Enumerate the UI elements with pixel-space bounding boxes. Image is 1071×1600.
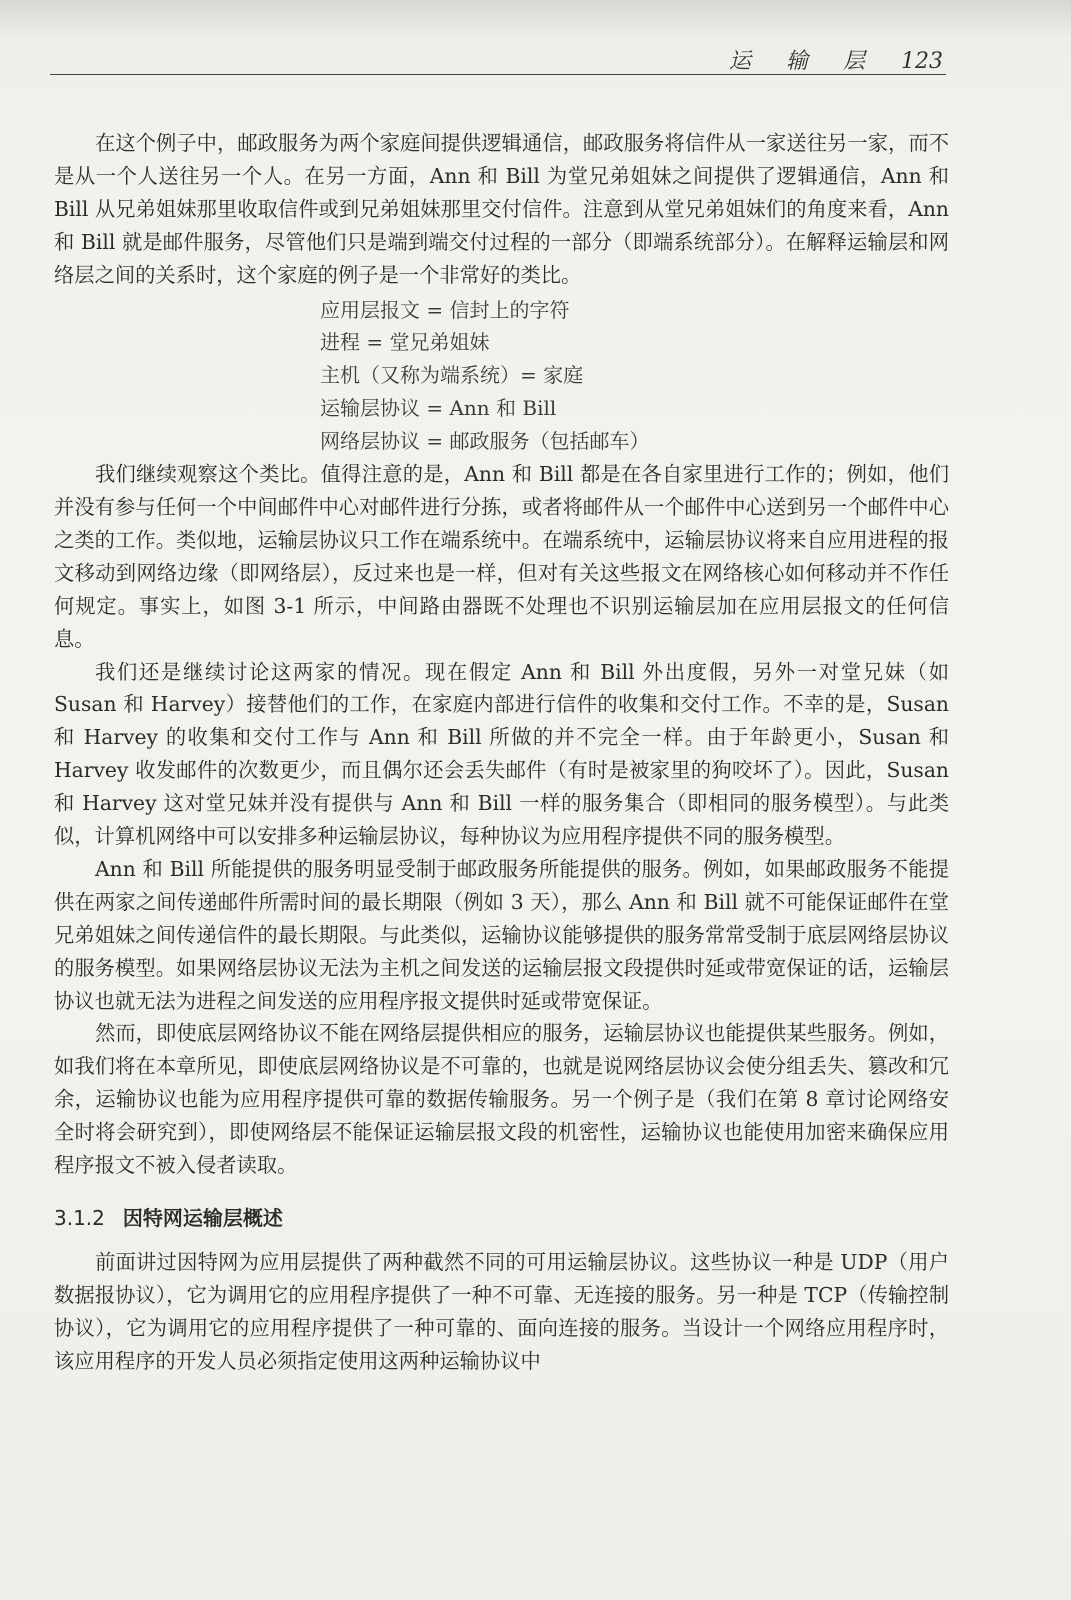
page-number: 123 bbox=[901, 49, 943, 74]
analogy-item: 进程 = 堂兄弟姐妹 bbox=[320, 330, 490, 355]
paragraph-family-analogy-intro: 在这个例子中，邮政服务为两个家庭间提供逻辑通信，邮政服务将信件从一家送往另一家，而不是从一个人送往另一个人。在另一方面，Ann 和 Bill 为堂兄弟姐妹之间提供了逻辑通信，Ann 和 Bill 从兄弟姐妹那里收取信件或到兄弟姐妹那里交付信件。注意到从堂兄弟姐妹们的角度来看，Ann 和 Bill 就是邮件服务，尽管他们只是端到端交付过程的一部分（即端系统部分）。在解释运输层和网络层之间的关系时，这个家庭的例子是一个非常好的类比。 bbox=[54, 131, 949, 287]
paragraph-extra-services: 然而，即使底层网络协议不能在网络层提供相应的服务，运输层协议也能提供某些服务。例如，如我们将在本章所见，即使底层网络协议是不可靠的，也就是说网络层协议会使分组丢失、篡改和冗余，运输协议也能为应用程序提供可靠的数据传输服务。另一个例子是（我们在第 8 章讨论网络安全时将会研究到），即使网络层不能保证运输层报文段的机密性，运输协议也能使用加密来确保应用程序报文不被入侵者读取。 bbox=[54, 1021, 949, 1178]
paragraph-udp-tcp: 前面讲过因特网为应用层提供了两种截然不同的可用运输层协议。这些协议一种是 UDP（用户数据报协议），它为调用它的应用程序提供了一种不可靠、无连接的服务。另一种是 TCP（传输控制协议），它为调用它的应用程序提供了一种可靠的、面向连接的服务。当设计一个网络应用程序时，该应用程序的开发人员必须指定使用这两种运输协议中 bbox=[54, 1250, 949, 1373]
chapter-title: 运 输 层 bbox=[729, 49, 879, 74]
section-title: 因特网运输层概述 bbox=[122, 1206, 283, 1230]
analogy-item: 运输层协议 = Ann 和 Bill bbox=[320, 396, 557, 421]
analogy-list bbox=[320, 294, 949, 459]
paragraph-constraints: Ann 和 Bill 所能提供的服务明显受制于邮政服务所能提供的服务。例如，如果邮政服务不能提供在两家之间传递邮件所需时间的最长期限（例如 3 天），那么 Ann 和 Bill 就不可能保证邮件在堂兄弟姐妹之间传递信件的最长期限。与此类似，运输协议能够提供的服务常常受制于底层网络层协议的服务模型。如果网络层协议无法为主机之间发送的运输层报文段提供时延或带宽保证的话，运输层协议也就无法为进程之间发送的应用程序报文提供时延或带宽保证。 bbox=[54, 856, 949, 1013]
page-top-shadow bbox=[0, 0, 1071, 38]
header-rule bbox=[50, 74, 946, 75]
running-head bbox=[729, 44, 943, 75]
analogy-item: 网络层协议 = 邮政服务（包括邮车） bbox=[320, 429, 650, 454]
page-body bbox=[54, 127, 949, 1378]
section-heading bbox=[54, 1202, 949, 1234]
analogy-item: 主机（又称为端系统）= 家庭 bbox=[320, 363, 584, 388]
section-number: 3.1.2 bbox=[54, 1206, 105, 1230]
paragraph-service-models: 我们还是继续讨论这两家的情况。现在假定 Ann 和 Bill 外出度假，另外一对堂兄妹（如 Susan 和 Harvey）接替他们的工作，在家庭内部进行信件的收集和交付工作。不幸的是，Susan 和 Harvey 的收集和交付工作与 Ann 和 Bill 所做的并不完全一样。由于年龄更小，Susan 和 Harvey 收发邮件的次数更少，而且偶尔还会丢失邮件（有时是被家里的狗咬坏了）。因此，Susan 和 Harvey 这对堂兄妹并没有提供与 Ann 和 Bill 一样的服务集合（即相同的服务模型）。与此类似，计算机网络中可以安排多种运输层协议，每种协议为应用程序提供不同的服务模型。 bbox=[54, 659, 949, 849]
paragraph-end-systems: 我们继续观察这个类比。值得注意的是，Ann 和 Bill 都是在各自家里进行工作的；例如，他们并没有参与任何一个中间邮件中心对邮件进行分拣，或者将邮件从一个邮件中心送到另一个邮件中心之类的工作。类似地，运输层协议只工作在端系统中。在端系统中，运输层协议将来自应用进程的报文移动到网络边缘（即网络层），反过来也是一样，但对有关这些报文在网络核心如何移动并不作任何规定。事实上，如图 3-1 所示，中间路由器既不处理也不识别运输层加在应用层报文的任何信息。 bbox=[54, 462, 949, 651]
analogy-item: 应用层报文 = 信封上的字符 bbox=[320, 297, 570, 322]
